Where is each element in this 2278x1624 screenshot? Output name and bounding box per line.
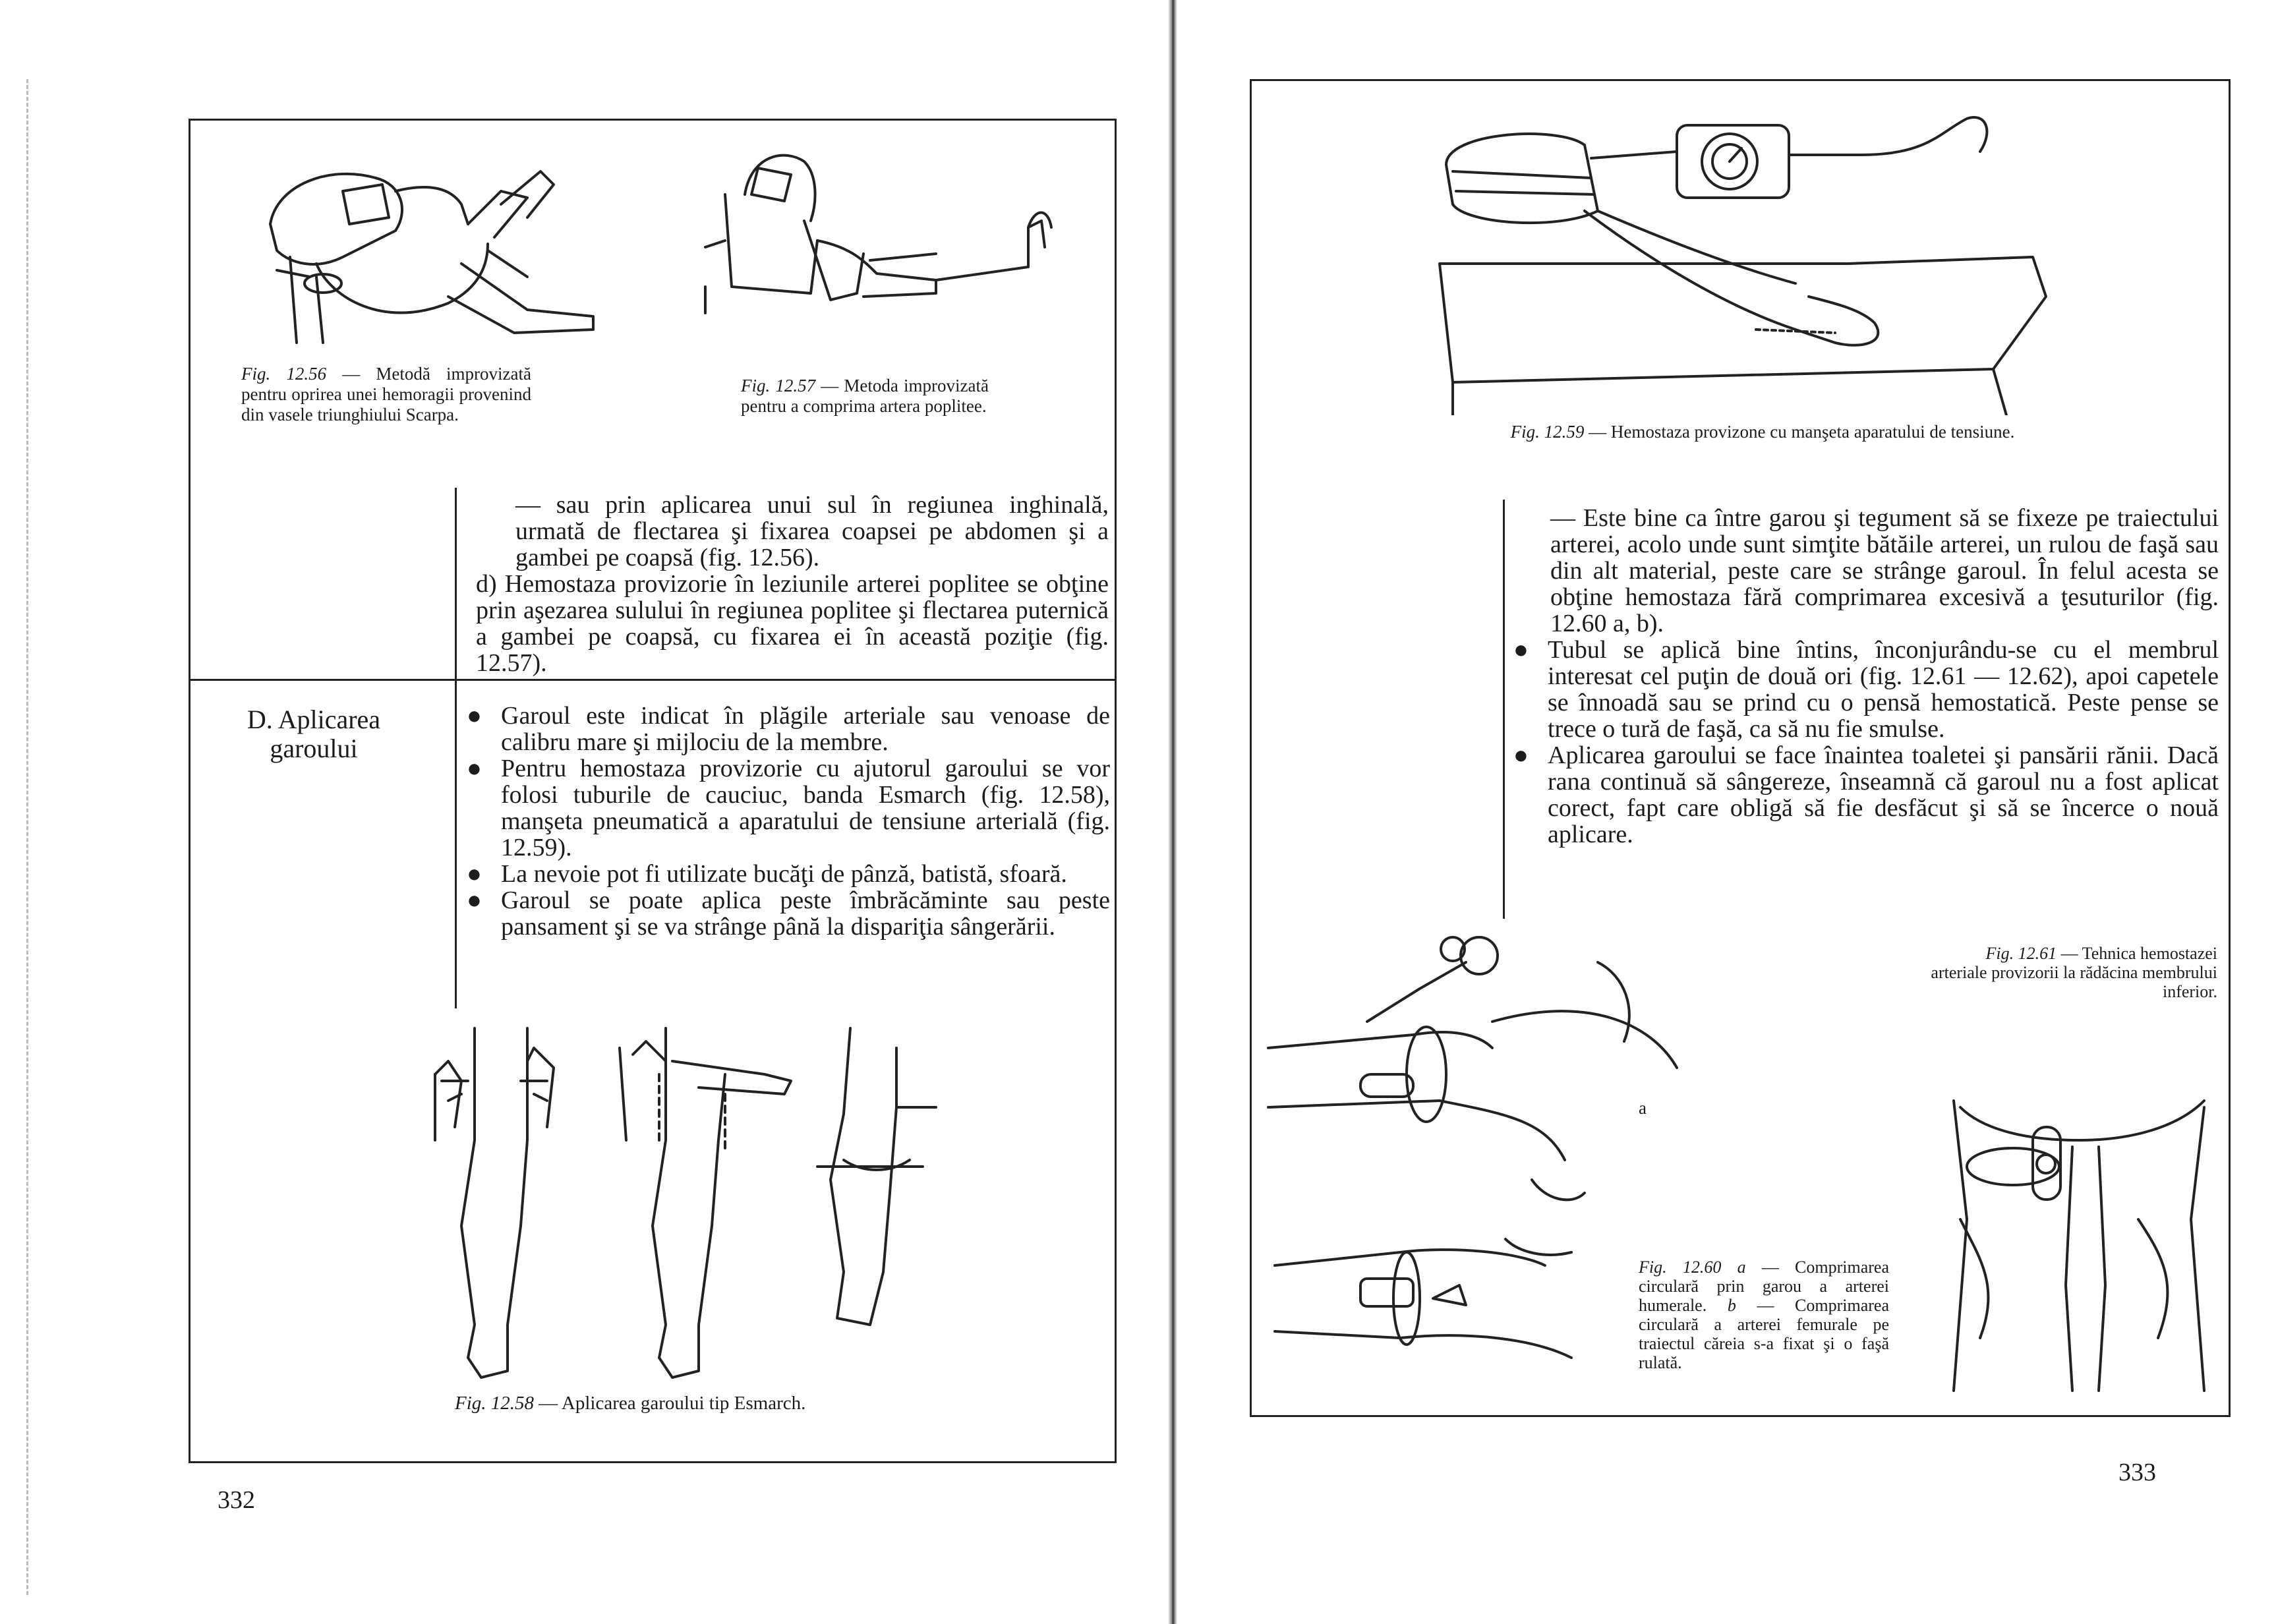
garou-bullet-list [464,703,1110,940]
figure-12-60-text: — Comprimarea circulară prin garou a arterei humerale. [1639,1258,1889,1315]
figure-12-56-caption [241,364,531,425]
bullet-dot-icon: ● [467,702,482,730]
figure-12-60b-text: — Comprimarea circulară a arterei femurale pe traiectul căreia s-a fixat şi o faşă rulată. [1639,1296,1890,1372]
bullet-dot-icon: ● [467,860,482,888]
paragraph-inguinal-roll: — sau prin aplicarea unui sul în regiunea inghinală, urmată de flectarea şi fixarea coapsei pe abdomen şi a gambei pe coapsă (fig. 12.56). [515,491,1109,571]
bullet-dot-icon: ● [1513,741,1529,769]
figure-12-56-label: Fig. 12.56 [241,364,327,384]
figure-12-60a-illustration [1255,923,1835,1219]
figure-12-57-caption [741,376,989,417]
figure-12-59-illustration [1426,105,2151,415]
marker-a: a [1639,1098,1647,1118]
figure-12-59-text: — Hemostaza provizone cu manşeta aparatului de tensiune. [1589,422,2015,442]
figure-12-58-label: Fig. 12.58 [455,1393,535,1414]
paragraph-popliteal: d) Hemostaza provizorie în leziunile arterei poplitee se obţine prin aşezarea sulului în regiunea poplitee şi flectarea puternică a gambei pe coapsă, cu fixarea ei în această poziţie (fig. 12.57). [476,570,1109,677]
bullet-dot-icon: ● [467,886,482,914]
bullet-item: ● Pentru hemostaza provizorie cu ajutorul garoului se vor folosi tuburile de cauciuc, banda Esmarch (fig. 12.58), manşeta pneumatică a aparatului de tensiune arterială (fig. 12.59). [467,755,1110,861]
bullet-item: ● Aplicarea garoului se face înaintea toaletei şi pansării rănii. Dacă rana continuă să sângereze, înseamnă că garoul nu a fost aplicat corect, fapt care obligă să fie desfăcut şi să se încerce o nouă aplicare. [1513,741,2219,848]
right-body-text [1511,505,2219,848]
figure-12-58-illustration [422,1008,976,1384]
figure-12-58-caption [455,1393,916,1414]
figure-12-60b-illustration [1268,1226,1637,1397]
figure-12-60-caption [1639,1258,1889,1372]
column-divider-right [1503,500,1505,919]
figure-12-57-label: Fig. 12.57 [741,376,816,395]
bullet-dot-icon: ● [1513,636,1529,664]
figure-12-61-text: — Tehnica hemostazei arteriale provizorii la rădăcina membrului inferior. [1931,944,2217,1001]
section-divider [189,679,1117,681]
figure-12-61-illustration [1941,1088,2217,1397]
margin-scan-marks [26,79,32,1595]
figure-12-56-text: — Metodă improvizată pentru oprirea unei hemoragii provenind din vasele triunghiului Scarpa. [241,364,531,424]
bullet-item: ● La nevoie pot fi utilizate bucăţi de pânză, batistă, sfoară. [467,860,1067,888]
bullet-dot-icon: ● [467,755,482,782]
page-number-left: 332 [218,1486,255,1514]
bullet-item: ● Garoul se poate aplica peste îmbrăcăminte sau peste pansament şi se va strânge până la dispariţia sângerării. [467,886,1110,941]
paragraph-roll-between: — Este bine ca între garou şi tegument să se fixeze pe traiectului arterei, acolo unde sunt simţite bătăile arterei, un rulou de faşă sau din alt material, peste care se strânge garoul. În felul acesta se obţine hemostaza fără comprimarea excesivă a ţesuturilor (fig. 12.60 a, b). [1550,504,2219,637]
bullet-item: ● Tubul se aplică bine întins, înconjurându-se cu el membrul interesat cel puţin de două ori (fig. 12.61 — 12.62), apoi capetele se înnoadă sau se prind cu o pensă hemostatică. Peste pense se trece o tură de faşă, ca să nu fie smulse. [1513,636,2219,743]
bullet-item: ● Garoul este indicat în plăgile arteriale sau venoase de calibru mare şi mijlociu de la membre. [467,702,1110,756]
figure-12-59-caption [1433,422,2092,442]
figure-12-57-illustration [686,142,1055,339]
column-divider-lower [455,679,457,1008]
figure-12-58-text: — Aplicarea garoului tip Esmarch. [539,1393,806,1414]
column-divider-upper [455,488,457,679]
figure-12-61-caption [1927,944,2217,1001]
figure-12-59-label: Fig. 12.59 [1510,422,1585,442]
figure-12-61-label: Fig. 12.61 [1985,944,2057,963]
figure-12-60-label: Fig. 12.60 a [1639,1258,1746,1277]
right-page [1176,0,2278,1624]
section-label-garou: D. Aplicarea garoului [247,705,381,763]
figure-12-57-text: — Metoda improvizată pentru a comprima artera poplitee. [741,376,989,416]
upper-body-text [476,492,1109,676]
page-number-right: 333 [2118,1459,2156,1486]
figure-12-56-illustration [250,145,620,356]
figure-12-60b-label: b [1727,1296,1736,1315]
